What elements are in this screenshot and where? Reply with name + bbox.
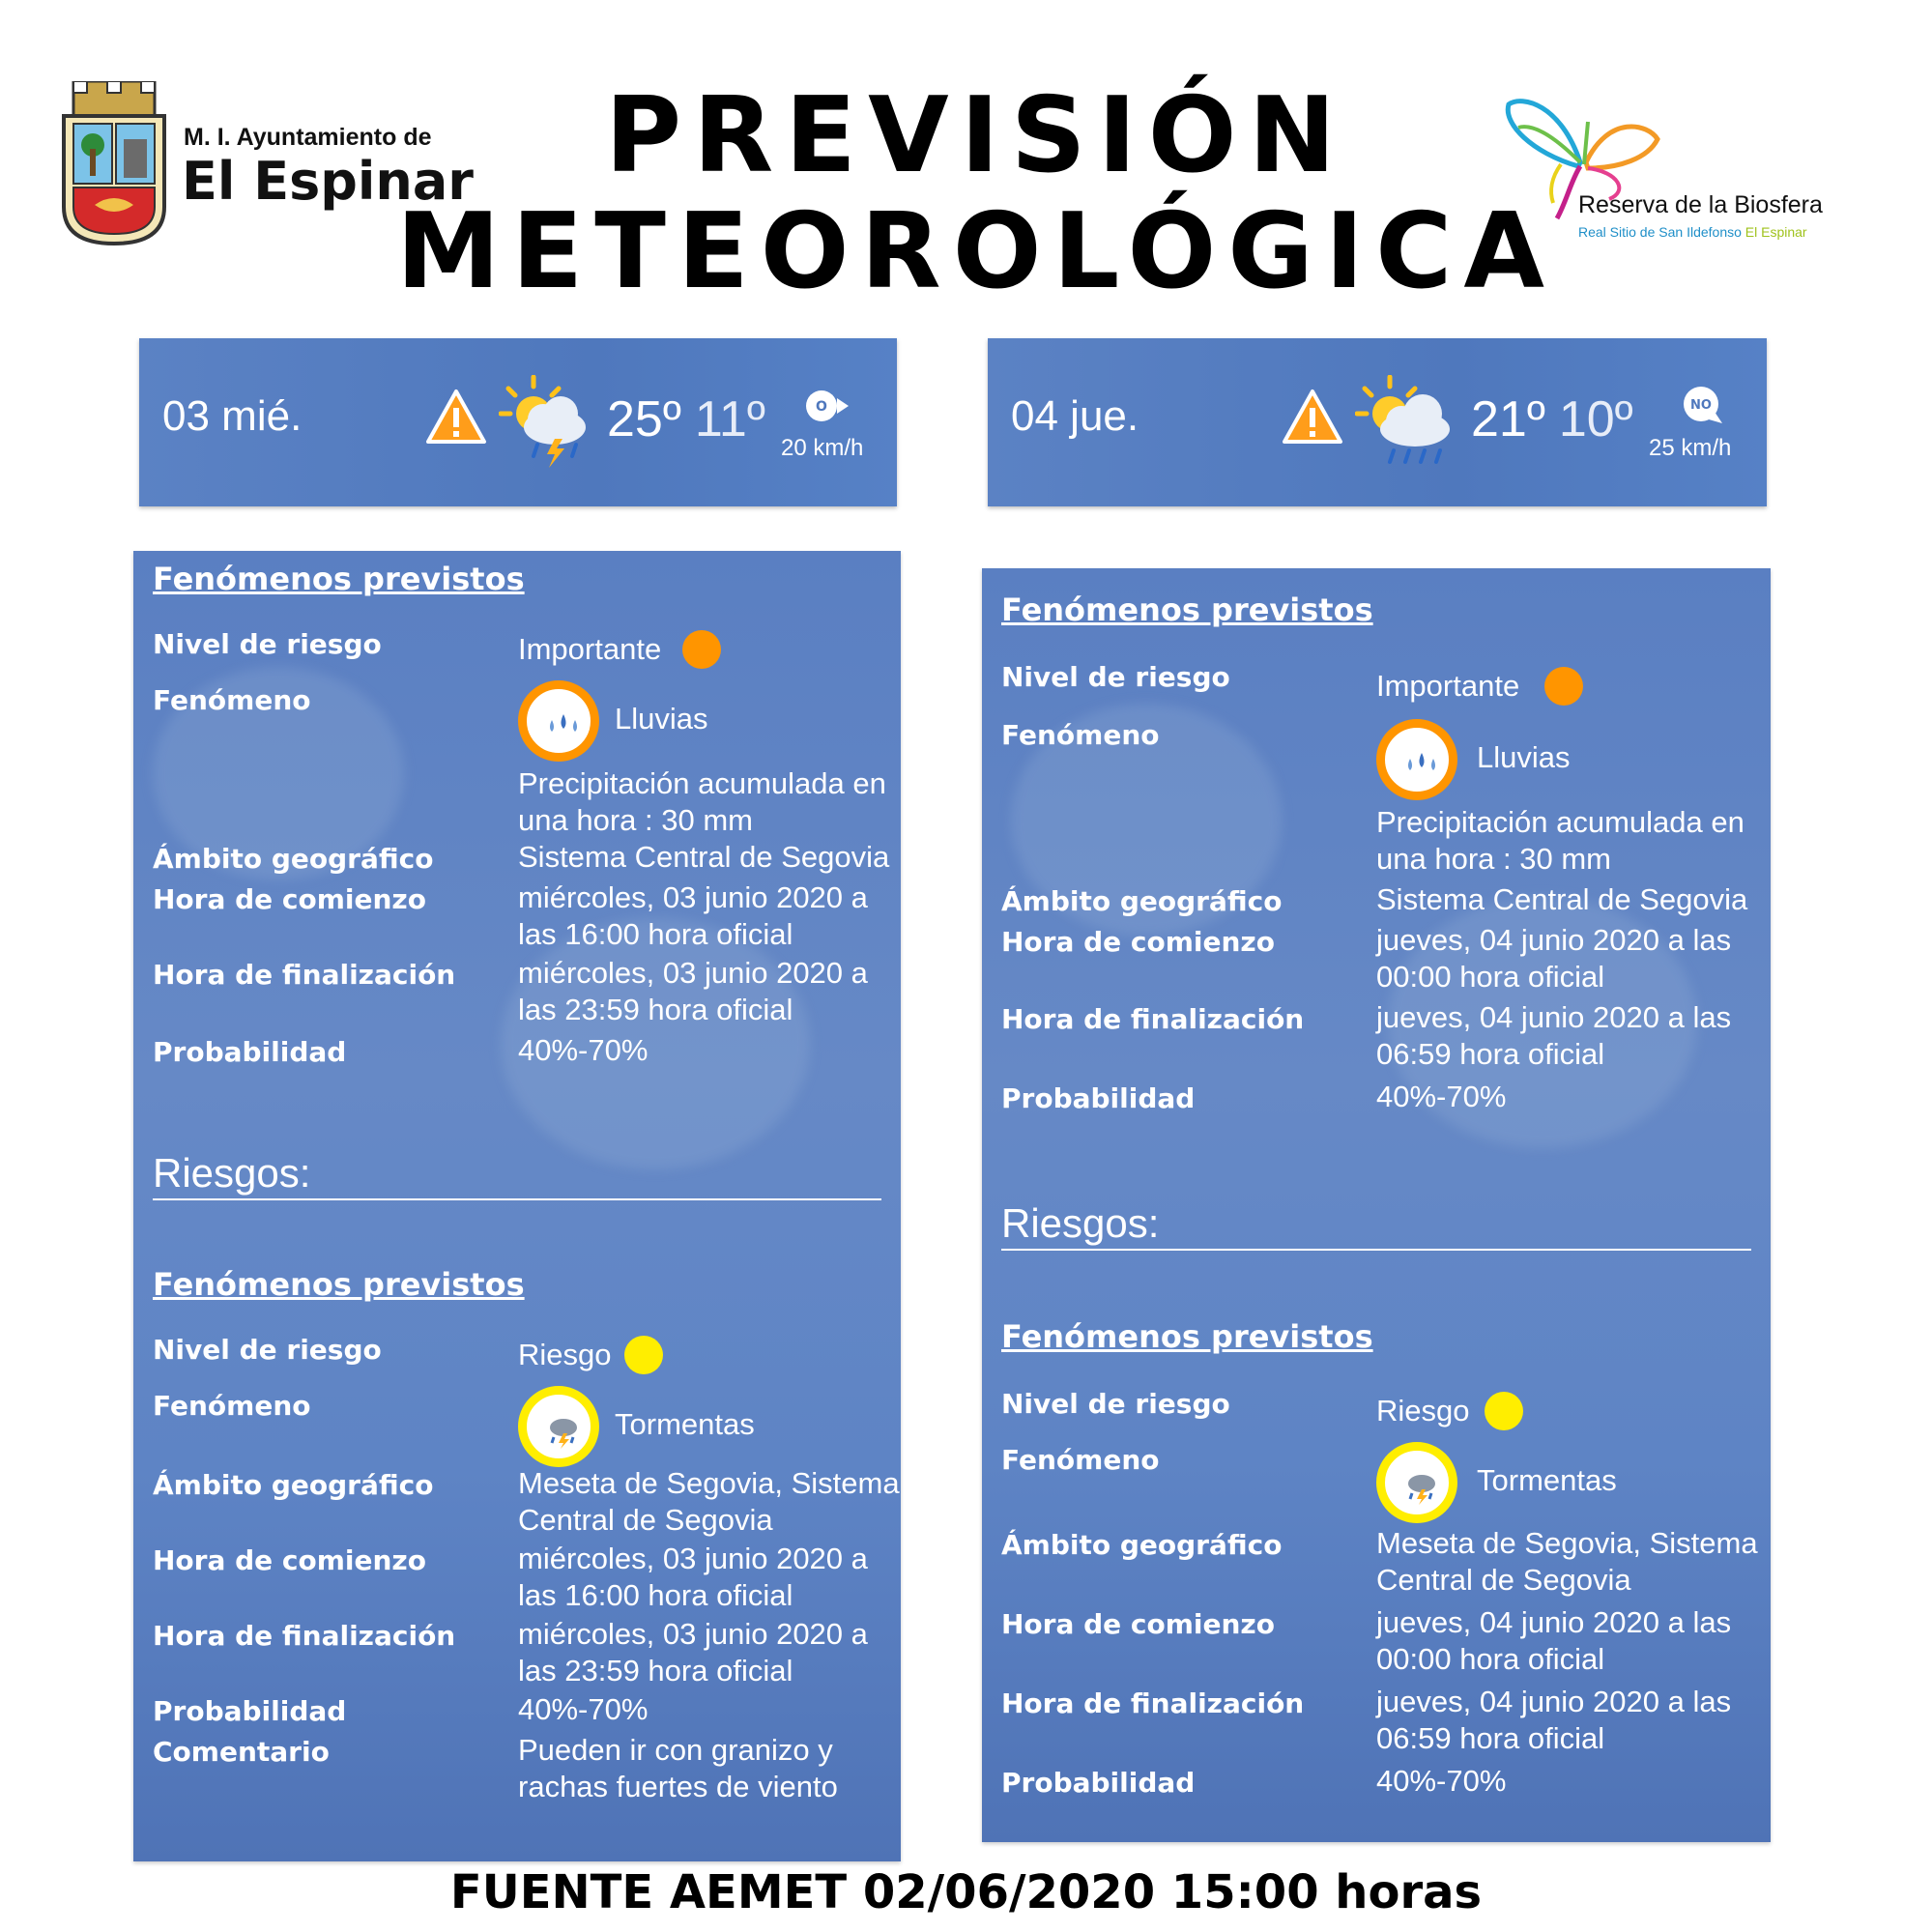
label-ambito: Ámbito geográfico	[1001, 885, 1283, 917]
storm-icon	[546, 1414, 581, 1449]
warnings-panel-1	[133, 551, 901, 1861]
label-fenomeno: Fenómeno	[153, 684, 311, 716]
label-prob: Probabilidad	[1001, 1082, 1196, 1114]
risk-level: Importante	[1376, 669, 1520, 703]
label-comienzo: Hora de comienzo	[153, 883, 426, 915]
fin-value: miércoles, 03 junio 2020 a las 23:59 hora oficial	[518, 1617, 868, 1687]
riesgos-divider	[153, 1198, 881, 1200]
biosfera-subtitle-a: Real Sitio de San Ildefonso	[1578, 224, 1742, 240]
phenomenon-ring	[1376, 1442, 1457, 1523]
temp-max: 25º	[607, 391, 681, 447]
fin-value: miércoles, 03 junio 2020 a las 23:59 hora oficial	[518, 956, 868, 1026]
risk-level: Riesgo	[518, 1338, 612, 1371]
section-heading: Fenómenos previstos	[153, 561, 525, 597]
prob-value: 40%-70%	[518, 1033, 649, 1067]
biosfera-subtitle	[1578, 224, 1807, 240]
storm-icon	[1404, 1470, 1439, 1505]
label-ambito: Ámbito geográfico	[1001, 1529, 1283, 1561]
fin-value: jueves, 04 junio 2020 a las 06:59 hora oficial	[1376, 1685, 1732, 1755]
warnings-panel-2	[982, 568, 1771, 1842]
biosfera-subtitle-b: El Espinar	[1745, 224, 1807, 240]
ambito-value: Meseta de Segovia, Sistema Central de Segovia	[518, 1466, 900, 1537]
phenomenon-ring	[518, 1386, 599, 1467]
wind-speed: 25 km/h	[1649, 435, 1732, 461]
phenomenon-name: Lluvias	[615, 702, 708, 735]
prob-value: 40%-70%	[1376, 1764, 1507, 1798]
page-title-line1: PREVISIÓN	[604, 75, 1348, 196]
page-title-line2: METEOROLÓGICA	[396, 191, 1556, 312]
label-fin: Hora de finalización	[153, 1620, 456, 1652]
comienzo-value: jueves, 04 junio 2020 a las 00:00 hora oficial	[1376, 923, 1732, 994]
label-prob: Probabilidad	[153, 1695, 347, 1727]
comienzo-value: miércoles, 03 junio 2020 a las 16:00 hora oficial	[518, 1542, 868, 1612]
ayuntamiento-logo	[60, 81, 474, 255]
label-prob: Probabilidad	[153, 1036, 347, 1068]
label-comentario: Comentario	[153, 1736, 330, 1768]
phenomenon-ring	[518, 680, 599, 762]
label-fin: Hora de finalización	[153, 959, 456, 991]
ayuntamiento-label: M. I. Ayuntamiento de	[184, 124, 432, 151]
day-forecast-bar-1	[139, 338, 897, 506]
label-comienzo: Hora de comienzo	[153, 1544, 426, 1576]
risk-level-dot	[1544, 667, 1583, 706]
risk-level-dot	[624, 1336, 663, 1374]
risk-level-dot	[682, 630, 721, 669]
source-footer: FUENTE AEMET 02/06/2020 15:00 horas	[449, 1865, 1483, 1919]
phenomenon-name: Tormentas	[1477, 1463, 1617, 1497]
rain-drops-icon	[546, 708, 581, 743]
phenomenon-name: Tormentas	[615, 1407, 755, 1441]
fin-value: jueves, 04 junio 2020 a las 06:59 hora oficial	[1376, 1000, 1732, 1071]
temp-min: 10º	[1558, 391, 1633, 447]
risk-level: Importante	[518, 632, 662, 666]
day-forecast-bar-2	[988, 338, 1767, 506]
phenomenon-name: Lluvias	[1477, 740, 1571, 774]
temperatures	[607, 390, 765, 448]
sun-storm-icon	[499, 375, 599, 468]
ambito-value: Meseta de Segovia, Sistema Central de Segovia	[1376, 1526, 1758, 1597]
comienzo-value: jueves, 04 junio 2020 a las 00:00 hora oficial	[1376, 1605, 1732, 1676]
prob-value: 40%-70%	[518, 1692, 649, 1726]
riesgos-heading: Riesgos:	[1001, 1200, 1160, 1246]
label-fin: Hora de finalización	[1001, 1003, 1305, 1035]
temperatures	[1471, 390, 1633, 448]
rain-drops-icon	[1404, 747, 1439, 782]
biosfera-title: Reserva de la Biosfera	[1578, 191, 1823, 218]
phenomenon-detail: Precipitación acumulada en una hora : 30 mm	[1376, 805, 1745, 876]
label-ambito: Ámbito geográfico	[153, 843, 434, 875]
temp-max: 21º	[1471, 391, 1545, 447]
label-fenomeno: Fenómeno	[1001, 719, 1160, 751]
label-ambito: Ámbito geográfico	[153, 1469, 434, 1501]
warning-icon	[1282, 389, 1343, 445]
wind-dir-text: NO	[1690, 398, 1712, 413]
wind-dir-text: O	[816, 399, 827, 415]
risk-level-dot	[1485, 1392, 1523, 1430]
label-nivel: Nivel de riesgo	[153, 1334, 382, 1366]
section-heading: Fenómenos previstos	[153, 1266, 525, 1303]
biosfera-logo	[1503, 95, 1831, 249]
ayuntamiento-name: El Espinar	[182, 151, 474, 212]
label-fin: Hora de finalización	[1001, 1687, 1305, 1719]
wind-direction-icon	[804, 387, 851, 425]
risk-level: Riesgo	[1376, 1394, 1470, 1427]
prob-value: 40%-70%	[1376, 1080, 1507, 1113]
wind-speed: 20 km/h	[781, 435, 864, 461]
label-nivel: Nivel de riesgo	[153, 628, 382, 660]
label-fenomeno: Fenómeno	[1001, 1444, 1160, 1476]
warning-icon	[425, 389, 487, 445]
coat-of-arms-icon	[60, 81, 168, 245]
comienzo-value: miércoles, 03 junio 2020 a las 16:00 hora oficial	[518, 880, 868, 951]
label-nivel: Nivel de riesgo	[1001, 661, 1230, 693]
label-nivel: Nivel de riesgo	[1001, 1388, 1230, 1420]
label-comienzo: Hora de comienzo	[1001, 926, 1275, 958]
wind-direction-icon	[1680, 383, 1726, 425]
phenomenon-ring	[1376, 719, 1457, 800]
ambito-value: Sistema Central de Segovia	[518, 840, 890, 874]
temp-min: 11º	[694, 391, 765, 447]
day-label: 03 mié.	[162, 392, 303, 440]
label-fenomeno: Fenómeno	[153, 1390, 311, 1422]
day-label: 04 jue.	[1011, 392, 1139, 440]
section-heading: Fenómenos previstos	[1001, 1318, 1373, 1355]
ambito-value: Sistema Central de Segovia	[1376, 882, 1748, 916]
section-heading: Fenómenos previstos	[1001, 591, 1373, 628]
sun-rain-icon	[1355, 375, 1461, 468]
label-comienzo: Hora de comienzo	[1001, 1608, 1275, 1640]
phenomenon-detail: Precipitación acumulada en una hora : 30 mm	[518, 766, 886, 837]
comentario-value: Pueden ir con granizo y rachas fuertes de viento	[518, 1733, 838, 1803]
riesgos-divider	[1001, 1249, 1751, 1251]
label-prob: Probabilidad	[1001, 1767, 1196, 1799]
riesgos-heading: Riesgos:	[153, 1150, 311, 1196]
